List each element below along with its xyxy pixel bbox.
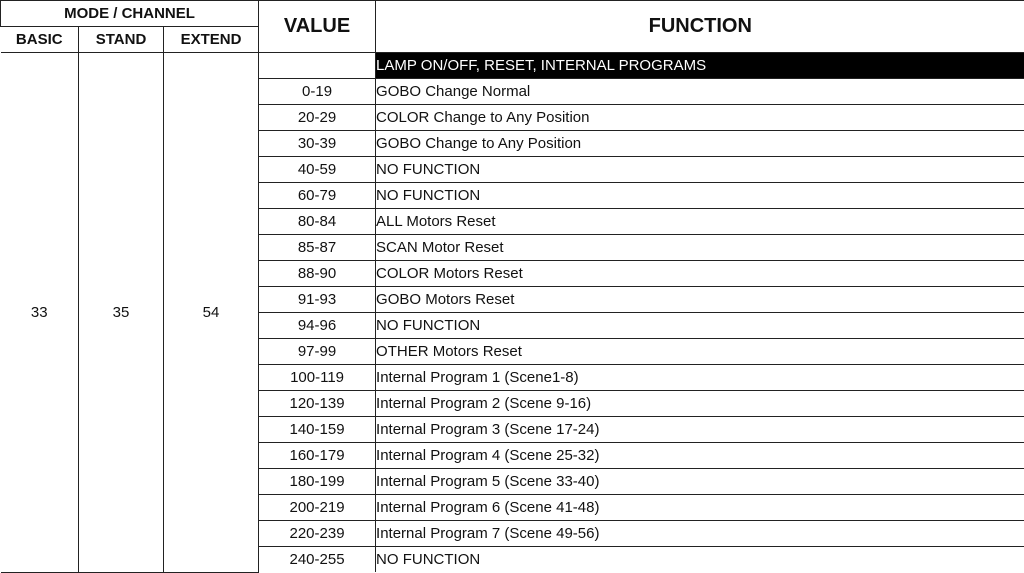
function-cell: GOBO Change Normal <box>376 79 1024 105</box>
value-cell: 85-87 <box>259 235 376 261</box>
function-cell: Internal Program 7 (Scene 49-56) <box>376 521 1024 547</box>
function-cell: GOBO Change to Any Position <box>376 131 1024 157</box>
function-cell: Internal Program 6 (Scene 41-48) <box>376 495 1024 521</box>
function-cell: Internal Program 2 (Scene 9-16) <box>376 391 1024 417</box>
function-cell: Internal Program 5 (Scene 33-40) <box>376 469 1024 495</box>
stand-channel-cell: 35 <box>79 53 164 573</box>
value-cell: 60-79 <box>259 183 376 209</box>
stand-header: STAND <box>79 27 164 53</box>
basic-channel-cell: 33 <box>1 53 79 573</box>
value-cell: 88-90 <box>259 261 376 287</box>
value-cell: 80-84 <box>259 209 376 235</box>
extend-channel-cell: 54 <box>164 53 259 573</box>
function-cell: OTHER Motors Reset <box>376 339 1024 365</box>
function-section-title: LAMP ON/OFF, RESET, INTERNAL PROGRAMS <box>376 53 1024 79</box>
value-cell: 97-99 <box>259 339 376 365</box>
value-cell: 200-219 <box>259 495 376 521</box>
basic-header: BASIC <box>1 27 79 53</box>
function-cell: Internal Program 1 (Scene1-8) <box>376 365 1024 391</box>
function-cell: COLOR Change to Any Position <box>376 105 1024 131</box>
mode-channel-header: MODE / CHANNEL <box>1 1 259 27</box>
function-header: FUNCTION <box>376 1 1024 53</box>
function-cell: Internal Program 3 (Scene 17-24) <box>376 417 1024 443</box>
value-cell <box>259 53 376 79</box>
function-cell: NO FUNCTION <box>376 313 1024 339</box>
value-cell: 120-139 <box>259 391 376 417</box>
value-cell: 160-179 <box>259 443 376 469</box>
function-cell: COLOR Motors Reset <box>376 261 1024 287</box>
value-cell: 91-93 <box>259 287 376 313</box>
function-cell: NO FUNCTION <box>376 547 1024 573</box>
value-cell: 180-199 <box>259 469 376 495</box>
value-cell: 40-59 <box>259 157 376 183</box>
value-cell: 140-159 <box>259 417 376 443</box>
function-cell: Internal Program 4 (Scene 25-32) <box>376 443 1024 469</box>
function-cell: ALL Motors Reset <box>376 209 1024 235</box>
function-cell: NO FUNCTION <box>376 157 1024 183</box>
table-row <box>1 53 1024 79</box>
value-cell: 100-119 <box>259 365 376 391</box>
function-cell: SCAN Motor Reset <box>376 235 1024 261</box>
value-cell: 94-96 <box>259 313 376 339</box>
function-cell: NO FUNCTION <box>376 183 1024 209</box>
extend-header: EXTEND <box>164 27 259 53</box>
value-header: VALUE <box>259 1 376 53</box>
value-cell: 20-29 <box>259 105 376 131</box>
function-cell: GOBO Motors Reset <box>376 287 1024 313</box>
value-cell: 0-19 <box>259 79 376 105</box>
value-cell: 30-39 <box>259 131 376 157</box>
value-cell: 240-255 <box>259 547 376 573</box>
value-cell: 220-239 <box>259 521 376 547</box>
